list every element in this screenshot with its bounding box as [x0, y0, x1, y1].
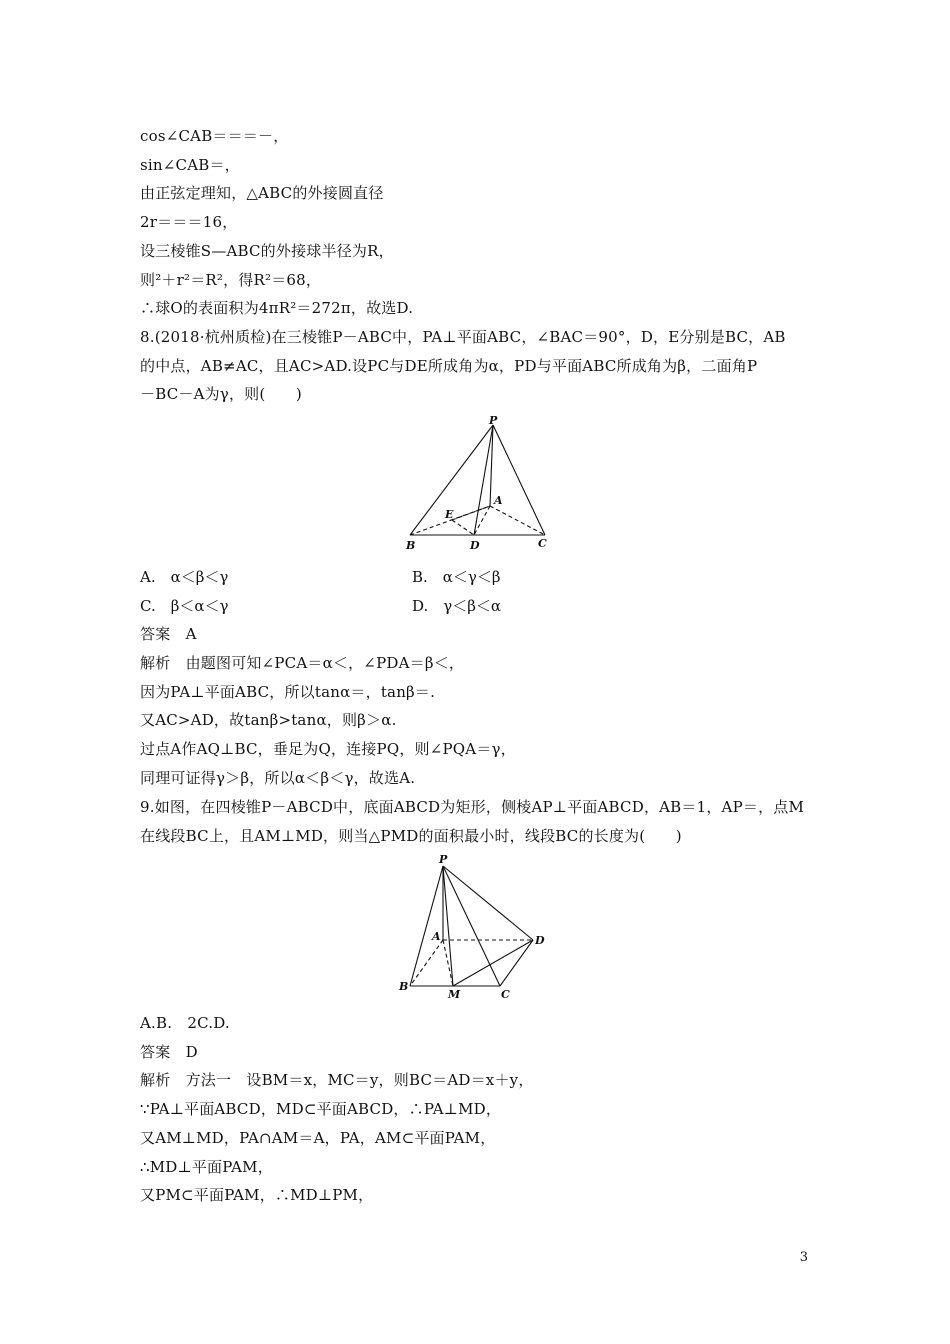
- edge-PB: [410, 866, 443, 986]
- text-line: 2r＝＝＝16，: [140, 213, 238, 231]
- option-B: B. α＜γ＜β: [412, 568, 501, 586]
- question-9-line: 在线段BC上，且AM⊥MD，则当△PMD的面积最小时，线段BC的长度为( ): [140, 827, 682, 845]
- figure-quadrilateral-pyramid: [395, 852, 555, 1000]
- option-D: D. γ＜β＜α: [412, 597, 502, 615]
- options-line: A.B. 2C.D.: [140, 1014, 230, 1032]
- edge-PD: [443, 866, 533, 940]
- question-9-line: 9.如图，在四棱锥P－ABCD中，底面ABCD为矩形，侧棱AP⊥平面ABCD，AB＝1，AP＝，点M: [140, 798, 805, 816]
- edge-AC: [490, 506, 545, 535]
- analysis-line: ∴MD⊥平面PAM，: [140, 1158, 273, 1176]
- label-A: A: [432, 930, 441, 943]
- label-P: P: [489, 414, 498, 427]
- analysis-line: 解析 由题图可知∠PCA＝α＜，∠PDA＝β＜，: [140, 654, 465, 672]
- edge-CD: [500, 940, 533, 986]
- label-D: D: [470, 539, 480, 552]
- label-P: P: [439, 853, 448, 866]
- edge-MD: [453, 940, 533, 986]
- text-line: 设三棱锥S—ABC的外接球半径为R，: [140, 242, 394, 260]
- label-B: B: [399, 980, 409, 993]
- label-E: E: [445, 508, 454, 521]
- analysis-line: 同理可证得γ＞β，所以α＜β＜γ，故选A.: [140, 769, 416, 787]
- text-line: 由正弦定理知，△ABC的外接圆直径: [140, 184, 384, 202]
- question-8-line: －BC－A为γ，则( ): [140, 385, 302, 403]
- option-C: C. β＜α＜γ: [140, 597, 229, 615]
- edge-ED: [452, 520, 474, 535]
- label-B: B: [406, 539, 416, 552]
- analysis-line: 又PM⊂平面PAM，∴MD⊥PM，: [140, 1186, 374, 1204]
- text-line: ∴球O的表面积为4πR²＝272π，故选D.: [140, 299, 414, 317]
- question-8-line: 8.(2018·杭州质检)在三棱锥P－ABC中，PA⊥平面ABC，∠BAC＝90°，D，E分别是BC，AB: [140, 328, 786, 346]
- analysis-line: ∵PA⊥平面ABCD，MD⊂平面ABCD，∴PA⊥MD，: [140, 1100, 502, 1118]
- answer-line: 答案 D: [140, 1043, 198, 1061]
- text-line: cos∠CAB＝＝＝－，: [140, 127, 289, 145]
- label-D: D: [535, 934, 545, 947]
- analysis-line: 又AM⊥MD，PA∩AM＝A，PA，AM⊂平面PAM，: [140, 1129, 496, 1147]
- answer-line: 答案 A: [140, 625, 197, 643]
- analysis-line: 过点A作AQ⊥BC，垂足为Q，连接PQ，则∠PQA＝γ，: [140, 740, 516, 758]
- edge-AB: [410, 940, 443, 986]
- analysis-line: 解析 方法一 设BM＝x，MC＝y，则BC＝AD＝x＋y，: [140, 1071, 534, 1089]
- edge-PC: [493, 425, 545, 535]
- text-line: 则²＋r²＝R²，得R²＝68，: [140, 271, 322, 289]
- option-A: A. α＜β＜γ: [140, 568, 229, 586]
- analysis-line: 因为PA⊥平面ABC，所以tanα＝，tanβ＝.: [140, 683, 436, 701]
- label-A: A: [494, 494, 503, 507]
- page-number: 3: [799, 1250, 808, 1265]
- label-C: C: [501, 988, 510, 1000]
- label-M: M: [448, 988, 461, 1000]
- label-C: C: [538, 537, 547, 550]
- analysis-line: 又AC>AD，故tanβ>tanα，则β＞α.: [140, 711, 397, 729]
- figure-triangular-pyramid: [400, 414, 560, 556]
- question-8-line: 的中点，AB≠AC，且AC>AD.设PC与DE所成角为α，PD与平面ABC所成角为β，二面角P: [140, 357, 758, 375]
- text-line: sin∠CAB＝，: [140, 156, 240, 174]
